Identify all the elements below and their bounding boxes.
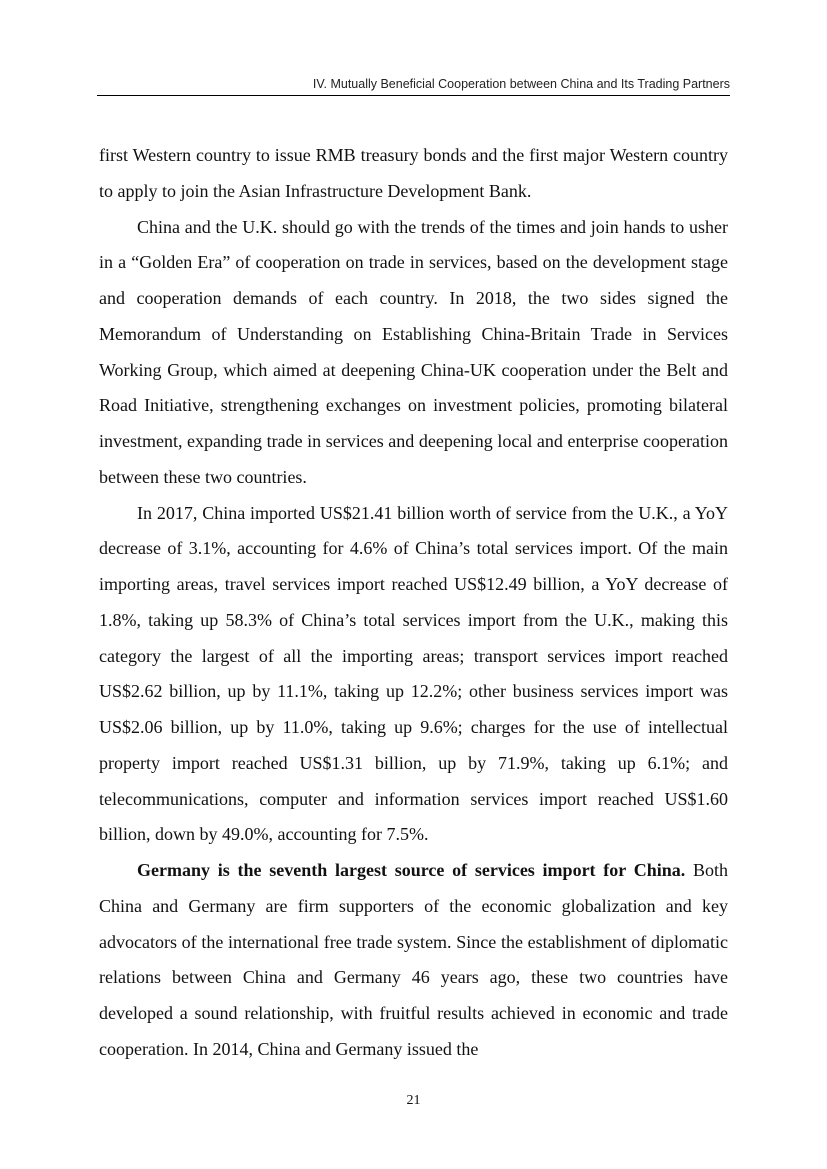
body-text — [99, 138, 728, 1068]
germany-bold-lead: Germany is the seventh largest source of services import for China. — [137, 860, 686, 880]
paragraph-golden-era: China and the U.K. should go with the trends of the times and join hands to usher in a “Golden Era” of cooperation on trade in services, based on the development stage and cooperation demands of each country. In 2018, the two sides signed the Memorandum of Understanding on Establishing China-Britain Trade in Services Working Group, which aimed at deepening China-UK cooperation under the Belt and Road Initiative, strengthening exchanges on investment policies, promoting bilateral investment, expanding trade in services and deepening local and enterprise cooperation between these two countries. — [99, 216, 728, 487]
page-number: 21 — [406, 1093, 421, 1108]
germany-paragraph-text: Both China and Germany are firm supporters of the economic globalization and key advocators of the international free trade system. Since the establishment of diplomatic relations between China and Germany 46 years ago, these two countries have developed a sound relationship, with fruitful results achieved in economic and trade cooperation. In 2014, China and Germany issued the — [99, 860, 728, 1059]
header-rule — [97, 95, 730, 96]
running-header: IV. Mutually Beneficial Cooperation between China and Its Trading Partners — [312, 77, 730, 91]
paragraph-uk-imports-2017: In 2017, China imported US$21.41 billion worth of service from the U.K., a YoY decrease of 3.1%, accounting for 4.6% of China’s total services import. Of the main importing areas, travel services import reached US$12.49 billion, a YoY decrease of 1.8%, taking up 58.3% of China’s total services import from the U.K., making this category the largest of all the importing areas; transport services import reached US$2.62 billion, up by 11.1%, taking up 12.2%; other business services import was US$2.06 billion, up by 11.0%, taking up 9.6%; charges for the use of intellectual property import reached US$1.31 billion, up by 71.9%, taking up 6.1%; and telecommunications, computer and information services import reached US$1.60 billion, down by 49.0%, accounting for 7.5%. — [99, 502, 728, 845]
paragraph-continuation: first Western country to issue RMB treasury bonds and the first major Western country to apply to join the Asian Infrastructure Development Bank. — [99, 145, 728, 201]
paragraph-germany — [99, 853, 728, 1068]
